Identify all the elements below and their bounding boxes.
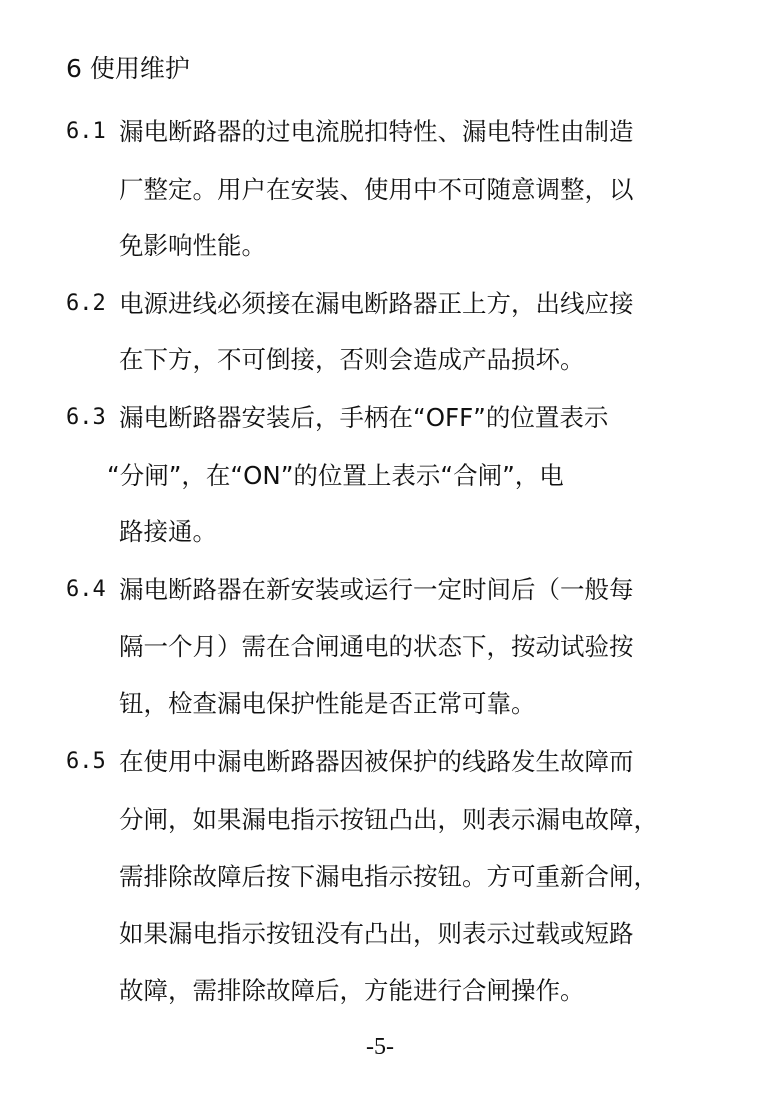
section-title: 6 使用维护 — [66, 54, 190, 83]
item-6-1-line-1: 漏电断路器的过电流脱扣特性、漏电特性由制造 — [119, 117, 634, 146]
item-6-3-line-1: 漏电断路器安装后，手柄在“OFF”的位置表示 — [119, 403, 609, 432]
item-6-2-line-2: 在下方，不可倒接，否则会造成产品损坏。 — [119, 345, 585, 374]
item-6-5-line-3: 需排除故障后按下漏电指示按钮。方可重新合闸， — [119, 862, 658, 891]
item-number-6-1: 6.1 — [66, 119, 106, 144]
item-6-3-line-2: “分闸”，在“ON”的位置上表示“合闸”，电 — [107, 461, 564, 490]
item-6-2-line-1: 电源进线必须接在漏电断路器正上方，出线应接 — [119, 289, 634, 318]
item-6-4-line-3: 钮，检查漏电保护性能是否正常可靠。 — [119, 689, 536, 718]
item-6-5-line-2: 分闸，如果漏电指示按钮凸出，则表示漏电故障， — [119, 805, 658, 834]
item-number-6-3: 6.3 — [66, 405, 106, 430]
item-6-3-line-3: 路接通。 — [119, 517, 217, 546]
item-6-1-line-2: 厂整定。用户在安装、使用中不可随意调整，以 — [119, 175, 634, 204]
item-6-5-line-1: 在使用中漏电断路器因被保护的线路发生故障而 — [119, 747, 634, 776]
item-6-4-line-2: 隔一个月）需在合闸通电的状态下，按动试验按 — [119, 632, 634, 661]
item-number-6-2: 6.2 — [66, 291, 106, 316]
item-number-6-5: 6.5 — [66, 749, 106, 774]
item-6-4-line-1: 漏电断路器在新安装或运行一定时间后（一般每 — [119, 575, 634, 604]
page-number: -5- — [366, 1034, 394, 1060]
item-6-1-line-3: 免影响性能。 — [119, 231, 266, 260]
item-number-6-4: 6.4 — [66, 577, 106, 602]
item-6-5-line-4: 如果漏电指示按钮没有凸出，则表示过载或短路 — [119, 919, 634, 948]
item-6-5-line-5: 故障，需排除故障后，方能进行合闸操作。 — [119, 976, 585, 1005]
